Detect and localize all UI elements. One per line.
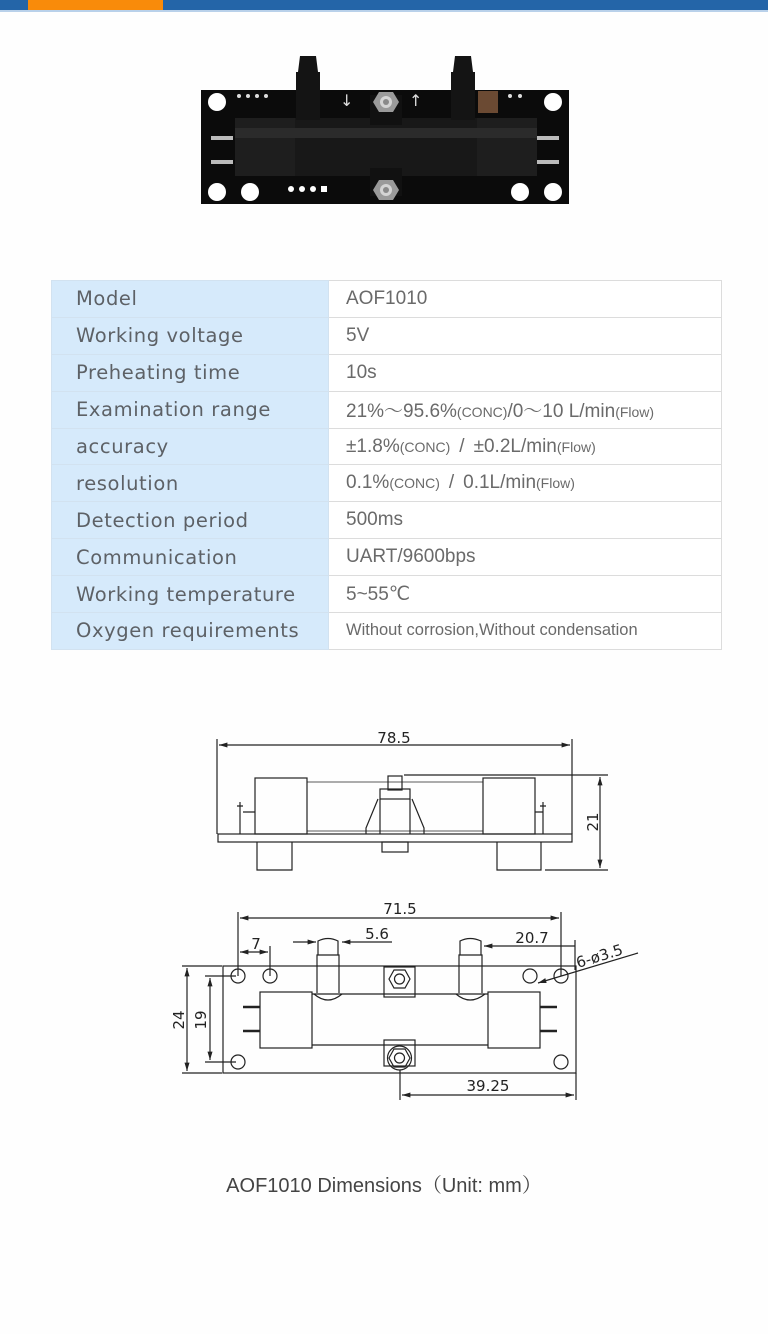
spec-row — [52, 354, 722, 391]
unit-note: (Flow) — [536, 475, 575, 492]
spec-label: Preheating time — [52, 354, 329, 391]
dim-hole-pitch: 19 — [192, 1010, 210, 1030]
dim-nut-offset: 39.25 — [466, 1077, 510, 1095]
dim-height: 21 — [584, 812, 602, 832]
dim-hole-offset: 7 — [251, 935, 261, 953]
header-accent-tab — [28, 0, 163, 10]
spec-value: 5V — [329, 317, 722, 354]
spec-label: Communication — [52, 539, 329, 576]
spec-label: Oxygen requirements — [52, 613, 329, 650]
spec-value: Without corrosion,Without condensation — [329, 613, 722, 650]
spec-value — [329, 428, 722, 465]
spec-value: 500ms — [329, 502, 722, 539]
spec-value: 5~55℃ — [329, 576, 722, 613]
value-part: 0.1L/min — [463, 472, 537, 494]
top-view — [170, 900, 638, 1100]
spec-label: resolution — [52, 465, 329, 502]
dim-port-offset: 20.7 — [515, 929, 549, 947]
spec-value: UART/9600bps — [329, 539, 722, 576]
spec-value — [329, 465, 722, 502]
value-part: / — [448, 472, 455, 494]
value-part: 0.1% — [346, 472, 390, 494]
drawing-caption: AOF1010 Dimensions（Unit: mm） — [226, 1175, 542, 1197]
spec-table — [51, 280, 722, 650]
dim-holes: 6-ø3.5 — [573, 940, 626, 972]
value-part: ±1.8% — [346, 435, 400, 457]
spec-row — [52, 281, 722, 318]
spec-row — [52, 317, 722, 354]
dim-board-height: 24 — [170, 1010, 188, 1030]
value-part: / — [459, 435, 465, 457]
spec-label: accuracy — [52, 428, 329, 465]
spec-row — [52, 428, 722, 465]
spec-row — [52, 539, 722, 576]
spec-row — [52, 465, 722, 502]
spec-value: 10s — [329, 354, 722, 391]
flow-in-arrow-icon: ↓ — [340, 91, 354, 110]
spec-row — [52, 576, 722, 613]
unit-note: (CONC) — [399, 438, 451, 455]
value-part: 21%～95.6% — [346, 401, 457, 423]
dim-hole-span: 71.5 — [383, 900, 417, 918]
dim-port-width: 5.6 — [365, 925, 389, 943]
spec-label: Detection period — [52, 502, 329, 539]
value-part: /0～10 L/min — [507, 401, 616, 423]
spec-label: Examination range — [52, 391, 329, 428]
spec-row — [52, 502, 722, 539]
header-bar-shadow — [0, 10, 768, 12]
unit-note: (Flow) — [615, 404, 655, 421]
unit-note: (CONC) — [456, 404, 508, 421]
spec-label: Working voltage — [52, 317, 329, 354]
unit-note: (CONC) — [389, 475, 440, 492]
side-view — [217, 729, 608, 870]
spec-label: Working temperature — [52, 576, 329, 613]
spec-row — [52, 391, 722, 428]
spec-row — [52, 613, 722, 650]
unit-note: (Flow) — [556, 438, 596, 455]
flow-out-arrow-icon: ↑ — [409, 91, 423, 110]
dim-overall-length: 78.5 — [377, 729, 411, 747]
value-part: ±0.2L/min — [473, 435, 557, 457]
spec-value — [329, 391, 722, 428]
product-photo — [195, 50, 575, 210]
spec-label: Model — [52, 281, 329, 318]
spec-value: AOF1010 — [329, 281, 722, 318]
